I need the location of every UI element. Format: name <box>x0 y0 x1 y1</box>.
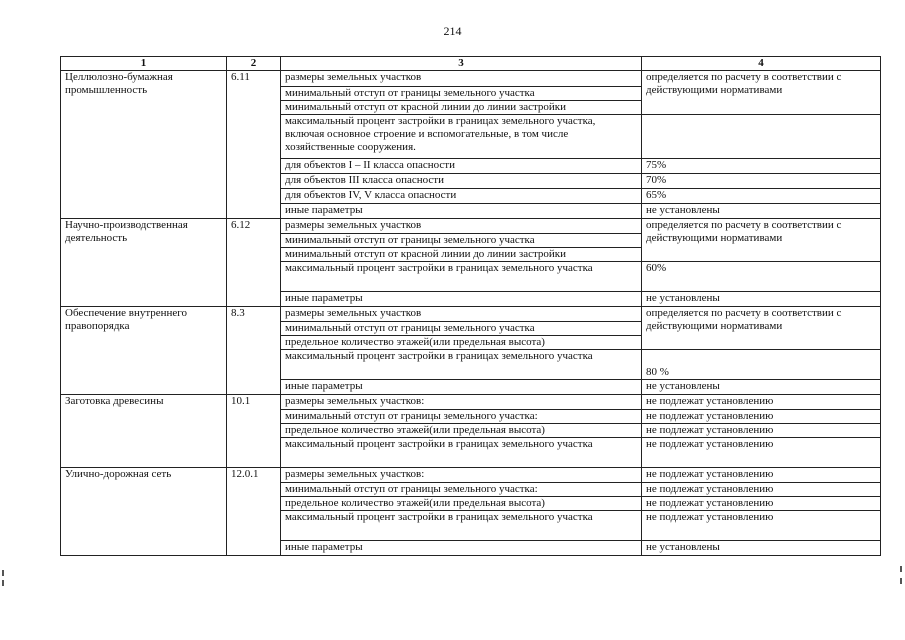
value-cell: не установлены <box>642 204 881 219</box>
parameter-cell: для объектов III класса опасности <box>281 174 642 189</box>
value-cell: не подлежат установлению <box>642 438 881 468</box>
value-cell: определяется по расчету в соответствии с действующими нормативами <box>642 219 881 262</box>
use-type-name: Целлюлозно-бумажная промышленность <box>61 71 227 219</box>
value-cell: определяется по расчету в соответствии с действующими нормативами <box>642 307 881 350</box>
use-type-code: 10.1 <box>227 395 281 468</box>
parameter-cell: максимальный процент застройки в границах земельного участка <box>281 438 642 468</box>
right-edge-mark <box>900 566 902 572</box>
parameter-cell: иные параметры <box>281 541 642 556</box>
parameter-cell: максимальный процент застройки в границах земельного участка <box>281 511 642 541</box>
parameter-cell: предельное количество этажей(или предельная высота) <box>281 336 642 350</box>
use-type-name: Улично-дорожная сеть <box>61 468 227 556</box>
value-cell: 65% <box>642 189 881 204</box>
header-col-4: 4 <box>642 57 881 71</box>
parameter-cell: размеры земельных участков <box>281 307 642 322</box>
value-cell <box>642 115 881 159</box>
parameter-cell: для объектов I – II класса опасности <box>281 159 642 174</box>
value-cell: не установлены <box>642 380 881 395</box>
parameter-cell: размеры земельных участков <box>281 219 642 234</box>
value-cell: не подлежат установлению <box>642 424 881 438</box>
parameter-cell: иные параметры <box>281 292 642 307</box>
value-cell: не установлены <box>642 292 881 307</box>
use-type-code: 6.12 <box>227 219 281 307</box>
use-type-code: 6.11 <box>227 71 281 219</box>
parameter-cell: максимальный процент застройки в границах земельного участка <box>281 262 642 292</box>
header-col-3: 3 <box>281 57 642 71</box>
left-edge-mark <box>2 570 4 576</box>
page-number: 214 <box>443 24 462 38</box>
use-type-name: Заготовка древесины <box>61 395 227 468</box>
table-header-row <box>61 57 881 71</box>
header-col-1: 1 <box>61 57 227 71</box>
parameter-cell: минимальный отступ от границы земельного участка <box>281 234 642 248</box>
value-cell: определяется по расчету в соответствии с действующими нормативами <box>642 71 881 115</box>
left-edge-mark <box>2 580 4 586</box>
value-cell: 70% <box>642 174 881 189</box>
parameter-cell: минимальный отступ от границы земельного участка: <box>281 483 642 497</box>
parameter-cell: минимальный отступ от границы земельного участка: <box>281 410 642 424</box>
use-type-code: 12.0.1 <box>227 468 281 556</box>
parameter-cell: максимальный процент застройки в границах земельного участка, включая основное строение и вспомогательные, в том числе хозяйственные сооружения. <box>281 115 642 159</box>
parameter-cell: иные параметры <box>281 380 642 395</box>
parameter-cell: размеры земельных участков <box>281 71 642 87</box>
parameter-cell: минимальный отступ от границы земельного участка <box>281 322 642 336</box>
use-type-code: 8.3 <box>227 307 281 395</box>
value-cell: не подлежат установлению <box>642 468 881 483</box>
parameter-cell: предельное количество этажей(или предельная высота) <box>281 497 642 511</box>
use-type-name: Обеспечение внутреннего правопорядка <box>61 307 227 395</box>
parameter-cell: для объектов IV, V класса опасности <box>281 189 642 204</box>
parameter-cell: иные параметры <box>281 204 642 219</box>
value-cell: не подлежат установлению <box>642 483 881 497</box>
parameter-cell: минимальный отступ от границы земельного участка <box>281 87 642 101</box>
value-cell: 75% <box>642 159 881 174</box>
right-edge-mark <box>900 578 902 584</box>
value-cell: не подлежат установлению <box>642 410 881 424</box>
table-row <box>61 395 881 410</box>
parameter-cell: размеры земельных участков: <box>281 468 642 483</box>
value-cell: не подлежат установлению <box>642 511 881 541</box>
value-cell: не подлежат установлению <box>642 395 881 410</box>
parameter-cell: размеры земельных участков: <box>281 395 642 410</box>
use-type-name: Научно-производственная деятельность <box>61 219 227 307</box>
header-col-2: 2 <box>227 57 281 71</box>
parameter-cell: максимальный процент застройки в границах земельного участка <box>281 350 642 380</box>
value-cell: не установлены <box>642 541 881 556</box>
zoning-parameters-table <box>60 56 881 556</box>
parameter-cell: предельное количество этажей(или предельная высота) <box>281 424 642 438</box>
table-row <box>61 307 881 322</box>
value-cell: не подлежат установлению <box>642 497 881 511</box>
value-cell: 60% <box>642 262 881 292</box>
value-cell: 80 % <box>642 350 881 380</box>
table-row <box>61 219 881 234</box>
parameter-cell: минимальный отступ от красной линии до линии застройки <box>281 248 642 262</box>
table-row <box>61 468 881 483</box>
table-row <box>61 71 881 87</box>
parameter-cell: минимальный отступ от красной линии до линии застройки <box>281 101 642 115</box>
